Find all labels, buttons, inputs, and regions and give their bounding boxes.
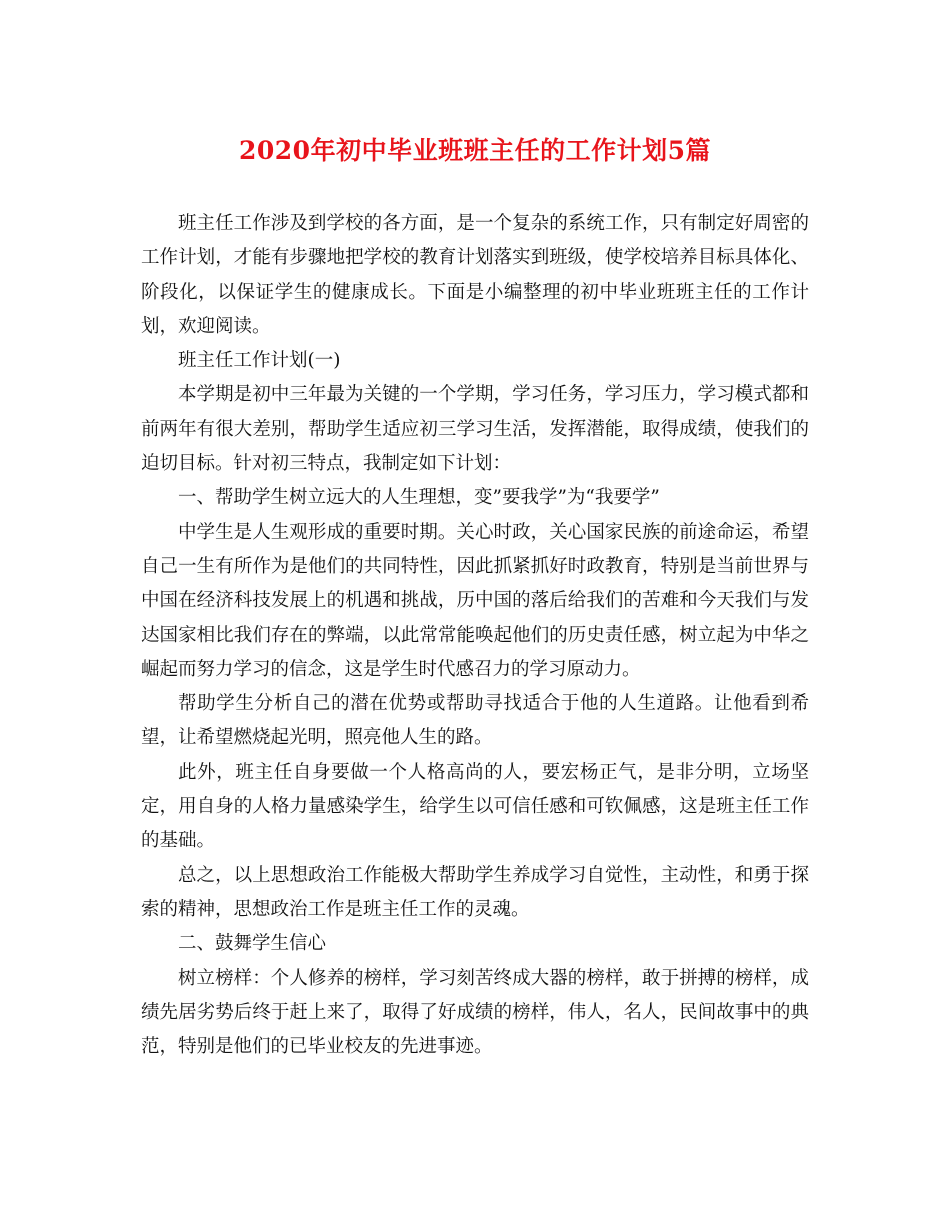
paragraph-teacher-character: 此外，班主任自身要做一个人格高尚的人，要宏杨正气，是非分明，立场坚定，用自身的人格力量感染学生，给学生以可信任感和可钦佩感，这是班主任工作的基础。: [141, 761, 809, 852]
paragraph-plan-heading: 班主任工作计划(一): [178, 350, 341, 372]
document-body: [141, 207, 809, 1064]
paragraph-life-view: 中学生是人生观形成的重要时期。关心时政，关心国家民族的前途命运，希望自己一生有所作为是他们的共同特性，因此抓紧抓好时政教育，特别是当前世界与中国在经济科技发展上的机遇和挑战，历中国的落后给我们的苦难和今天我们与发达国家相比我们存在的弊端，以此常常能唤起他们的历史责任感，树立起为中华之崛起而努力学习的信念，这是学生时代感召力的学习原动力。: [141, 521, 809, 680]
paragraph-potential: 帮助学生分析自己的潜在优势或帮助寻找适合于他的人生道路。让他看到希望，让希望燃烧起光明，照亮他人生的路。: [141, 693, 809, 749]
paragraph-role-models: 树立榜样：个人修养的榜样，学习刻苦终成大器的榜样，敢于拼搏的榜样，成绩先居劣势后终于赶上来了，取得了好成绩的榜样，伟人，名人，民间故事中的典范，特别是他们的已毕业校友的先进事迹。: [141, 967, 809, 1058]
paragraph-summary: 总之，以上思想政治工作能极大帮助学生养成学习自觉性，主动性，和勇于探索的精神，思想政治工作是班主任工作的灵魂。: [141, 864, 809, 920]
paragraph-section-two-heading: 二、鼓舞学生信心: [178, 933, 327, 955]
paragraph-semester: 本学期是初中三年最为关键的一个学期，学习任务，学习压力，学习模式都和前两年有很大差别，帮助学生适应初三学习生活，发挥潜能，取得成绩，使我们的迫切目标。针对初三特点，我制定如下计划：: [141, 384, 809, 475]
document-title: 2020年初中毕业班班主任的工作计划5篇: [239, 136, 711, 165]
paragraph-section-one-heading: 一、帮助学生树立远大的人生理想，变”要我学”为“我要学”: [178, 487, 660, 509]
paragraph-intro: 班主任工作涉及到学校的各方面，是一个复杂的系统工作，只有制定好周密的工作计划，才能有步骤地把学校的教育计划落实到班级，使学校培养目标具体化、阶段化，以保证学生的健康成长。下面是小编整理的初中毕业班班主任的工作计划，欢迎阅读。: [141, 213, 809, 337]
